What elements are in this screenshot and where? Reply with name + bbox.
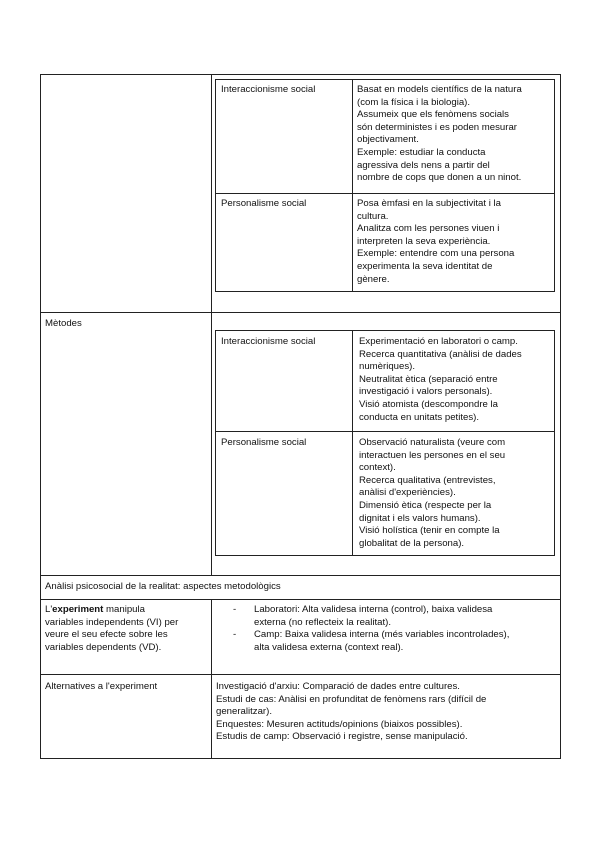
theory-name-personalisme: Personalisme social: [221, 198, 307, 209]
experiment-label-bold: experiment: [52, 604, 104, 615]
list-item-camp: - Camp: Baixa validesa interna (més variables incontrolades), alta validesa externa (context real).: [233, 629, 509, 654]
method-name-interaccionisme: Interaccionisme social: [221, 336, 316, 347]
table-left-border: [40, 74, 41, 759]
experiment-definition: L'experiment manipula variables independents (VI) per veure el seu efecte sobre les variables dependents (VD).: [45, 604, 179, 653]
experiment-label-after: manipula: [103, 604, 145, 615]
experiment-validity-list: [233, 604, 509, 654]
method-name-personalisme: Personalisme social: [221, 437, 307, 448]
table-top-border: [40, 74, 561, 75]
method-description-interaccionisme: Experimentació en laboratori o camp. Recerca quantitativa (anàlisi de dades numèriques). Neutralitat ètica (separació entre investigació i valors personals). Visió atomista (descompondre la conducta en unitats petites).: [359, 336, 522, 423]
table-row-divider-analysis: [40, 575, 561, 576]
alternatives-label: Alternatives a l'experiment: [45, 681, 158, 692]
analysis-header: Anàlisi psicosocial de la realitat: aspectes metodològics: [45, 581, 281, 592]
theory-description-interaccionisme: Basat en models científics de la natura (com la física i la biologia). Assumeix que els fenòmens socials són deterministes i es poden mesurar objectivament. Exemple: estudiar la conducta agressiva dels nens a partir del nombre de cops que donen a un ninot.: [357, 84, 522, 184]
nested-table-theories-row-divider: [215, 193, 555, 194]
nested-table-theories-divider: [352, 79, 353, 292]
table-column-divider-upper: [211, 74, 212, 576]
table-bottom-border: [40, 758, 561, 759]
nested-table-methods-divider: [352, 330, 353, 556]
table-column-divider-lower: [211, 599, 212, 759]
alternatives-description: Investigació d'arxiu: Comparació de dades entre cultures. Estudi de cas: Anàlisi en profunditat de fenòmens rars (difícil de generalitzar). Enquestes: Mesuren actituds/opinions (biaixos possibles). Estudis de camp: Observació i registre, sense manipulació.: [216, 681, 487, 743]
methods-label: Mètodes: [45, 318, 82, 329]
theory-description-personalisme: Posa èmfasi en la subjectivitat i la cultura. Analitza com les persones viuen i interpreten la seva experiència. Exemple: entendre com una persona experimenta la seva identitat de gènere.: [357, 198, 515, 285]
experiment-label-pre: L': [45, 604, 53, 615]
table-right-border: [560, 74, 561, 759]
method-description-personalisme: Observació naturalista (veure com interactuen les persones en el seu context). Recerca qualitativa (entrevistes, anàlisi d'experiències). Dimensió ètica (respecte per la dignitat i els valors humans). Visió holística (tenir en compte la globalitat de la persona).: [359, 437, 506, 549]
list-item-laboratori: - Laboratori: Alta validesa interna (control), baixa validesa externa (no reflecteix la realitat).: [233, 604, 509, 629]
table-row-divider-methods: [40, 312, 561, 313]
nested-table-methods-row-divider: [215, 431, 555, 432]
table-row-divider-experiment: [40, 599, 561, 600]
table-row-divider-alternatives: [40, 674, 561, 675]
theory-name-interaccionisme: Interaccionisme social: [221, 84, 316, 95]
